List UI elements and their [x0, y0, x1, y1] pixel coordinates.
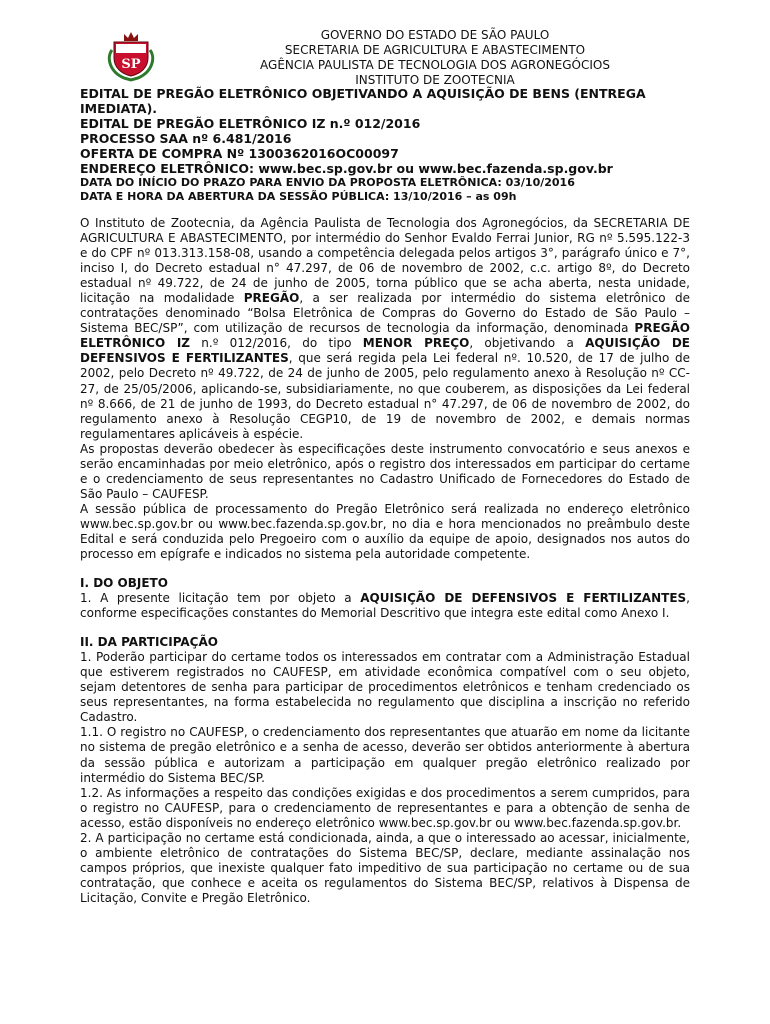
- edital-title: EDITAL DE PREGÃO ELETRÔNICO OBJETIVANDO A AQUISIÇÃO DE BENS (ENTREGA IMEDIATA).: [80, 86, 646, 116]
- endereco-eletronico: ENDEREÇO ELETRÔNICO: www.bec.sp.gov.br ou www.bec.fazenda.sp.gov.br: [80, 161, 613, 176]
- public-session-paragraph: A sessão pública de processamento do Pregão Eletrônico será realizada no endereço eletrônico www.bec.sp.gov.br ou www.bec.fazenda.sp.gov.br, no dia e hora mencionados no preâmbulo deste Edital e será conduzida pelo Pregoeiro com o auxílio da equipe de apoio, designados nos autos do processo em epígrafe e indicados no sistema pela autoridade competente.: [80, 501, 690, 562]
- section-heading-objeto: I. DO OBJETO: [80, 576, 168, 591]
- participacao-paragraph: 2. A participação no certame está condicionada, ainda, a que o interessado ao acessar, inicialmente, o ambiente eletrônico de contratações do Sistema BEC/SP, declare, mediante assinalação nos campos próprios, que inexiste qualquer fato impeditivo de sua participação no certame ou de sua contratação, que conhece e aceita os regulamentos do Sistema BEC/SP, relativos à Dispensa de Licitação, Convite e Pregão Eletrônico.: [80, 830, 690, 905]
- document-body: [80, 216, 690, 906]
- preamble-paragraph: O Instituto de Zootecnia, da Agência Paulista de Tecnologia dos Agronegócios, da SECRETARIA DE AGRICULTURA E ABASTECIMENTO, por intermédio do Senhor Evaldo Ferrai Junior, RG nº 5.595.122-3 e do CPF nº 013.313.158-08, usando a competência delegada pelos artigos 3°, parágrafo único e 7°, inciso I, do Decreto estadual n° 47.297, de 06 de novembro de 2002, c.c. artigo 8º, do Decreto estadual nº 49.722, de 24 de junho de 2005, torna público que se acha aberta, nesta unidade, licitação na modalidade PREGÃO, a ser realizada por intermédio do sistema eletrônico de contratações denominado “Bolsa Eletrônica de Compras do Governo do Estado de São Paulo – Sistema BEC/SP”, com utilização de recursos de tecnologia da informação, denominada PREGÃO ELETRÔNICO IZ n.º 012/2016, do tipo MENOR PREÇO, objetivando a AQUISIÇÃO DE DEFENSIVOS E FERTILIZANTES, que será regida pela Lei federal nº. 10.520, de 17 de julho de 2002, pelo Decreto nº 49.722, de 24 de junho de 2005, pelo regulamento anexo à Resolução nº CC-27, de 25/05/2006, aplicando-se, subsidiariamente, no que couberem, as disposições da Lei federal nº 8.666, de 21 de junho de 1993, do Decreto estadual n° 47.297, de 06 de novembro de 2002, do regulamento anexo à Resolução CEGP10, de 19 de novembro de 2002, e demais normas regulamentares aplicáveis à espécie.: [80, 216, 691, 441]
- letterhead-line: SECRETARIA DE AGRICULTURA E ABASTECIMENTO: [284, 43, 586, 57]
- letterhead-line: AGÊNCIA PAULISTA DE TECNOLOGIA DOS AGRONEGÓCIOS: [260, 58, 610, 72]
- objeto-paragraph: 1. A presente licitação tem por objeto a AQUISIÇÃO DE DEFENSIVOS E FERTILIZANTES, conforme especificações constantes do Memorial Descritivo que integra este edital como Anexo I.: [80, 591, 690, 621]
- data-abertura-sessao: DATA E HORA DA ABERTURA DA SESSÃO PÚBLICA: 13/10/2016 – as 09h: [80, 190, 517, 203]
- edital-number: EDITAL DE PREGÃO ELETRÔNICO IZ n.º 012/2016: [80, 116, 421, 131]
- proposals-paragraph: As propostas deverão obedecer às especificações deste instrumento convocatório e seus anexos e serão encaminhadas por meio eletrônico, após o registro dos interessados em participar do certame e o credenciamento de seus representantes no Cadastro Unificado de Fornecedores do Estado de São Paulo – CAUFESP.: [80, 441, 690, 501]
- oferta-de-compra: OFERTA DE COMPRA Nº 1300362016OC00097: [80, 146, 399, 161]
- letterhead-line: GOVERNO DO ESTADO DE SÃO PAULO: [320, 28, 550, 42]
- sp-coat-of-arms-logo: [104, 28, 158, 82]
- letterhead: [170, 28, 700, 88]
- edital-title-block: [80, 86, 690, 204]
- data-inicio-prazo: DATA DO INÍCIO DO PRAZO PARA ENVIO DA PROPOSTA ELETRÔNICA: 03/10/2016: [80, 176, 575, 189]
- logo-text: SP: [121, 57, 141, 72]
- participacao-paragraph: 1. Poderão participar do certame todos os interessados em contratar com a Administração Estadual que estiverem registrados no CAUFESP, em atividade econômica compatível com o seu objeto, sejam detentores de senha para participar de procedimentos eletrônicos e tenham credenciado os seus representantes, na forma estabelecida no regulamento que disciplina a inscrição no referido Cadastro.: [80, 650, 690, 725]
- letterhead-line: INSTITUTO DE ZOOTECNIA: [355, 73, 515, 87]
- participacao-paragraph: 1.1. O registro no CAUFESP, o credenciamento dos representantes que atuarão em nome da licitante no sistema de pregão eletrônico e a senha de acesso, deverão ser obtidos anteriormente à abertura da sessão pública e autorizam a participação em qualquer pregão eletrônico realizado por intermédio do Sistema BEC/SP.: [80, 725, 690, 785]
- section-heading-participacao: II. DA PARTICIPAÇÃO: [80, 635, 218, 650]
- processo-number: PROCESSO SAA nº 6.481/2016: [80, 131, 292, 146]
- participacao-paragraph: 1.2. As informações a respeito das condições exigidas e dos procedimentos a serem cumpridos, para o registro no CAUFESP, para o credenciamento de representantes e para a obtenção de senha de acesso, estão disponíveis no endereço eletrônico www.bec.sp.gov.br ou www.bec.fazenda.sp.gov.br.: [80, 785, 690, 830]
